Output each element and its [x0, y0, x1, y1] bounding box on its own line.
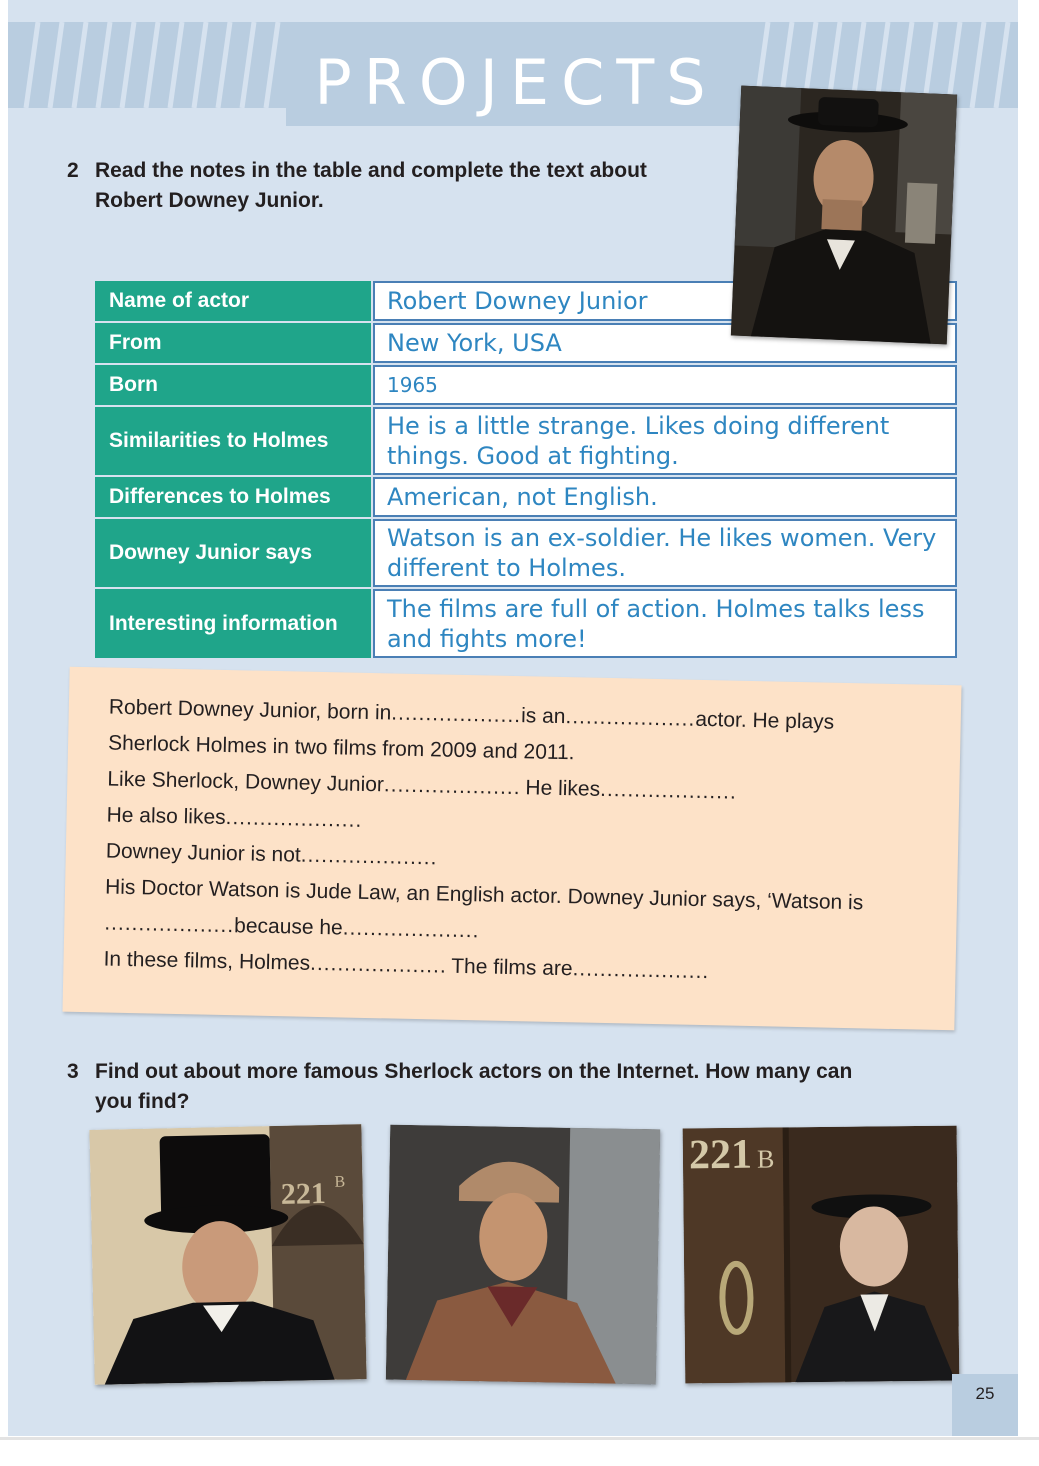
task-2-text-line2: Robert Downey Junior.	[95, 189, 324, 212]
text-fragment: .	[472, 919, 479, 943]
banner-title: PROJECTS	[286, 40, 746, 126]
text-fragment: .	[355, 808, 362, 832]
sign-221-text: 221	[280, 1176, 327, 1211]
sign-221b-text: 221	[688, 1131, 753, 1179]
text-fragment: because he	[233, 914, 343, 940]
text-fragment: is an	[520, 704, 566, 729]
table-row	[95, 407, 957, 475]
table-row	[95, 519, 957, 587]
blank-7[interactable]: ...................	[104, 911, 235, 938]
gap-fill-text-box	[62, 667, 961, 1031]
task-2-text-line1: Read the notes in the table and complete the text about	[95, 159, 647, 182]
blank-4[interactable]: ...................	[599, 777, 731, 804]
table-row	[95, 589, 957, 658]
sherlock-actor-photo-3	[683, 1126, 960, 1384]
task-3-number: 3	[67, 1060, 79, 1083]
row-value: 1965	[373, 365, 957, 405]
row-label: Born	[95, 365, 371, 405]
blank-9[interactable]: ...................	[309, 951, 441, 978]
task-3-instruction	[67, 1057, 927, 1117]
row-value: He is a little strange. Likes doing different things. Good at fighting.	[373, 407, 957, 475]
page	[8, 0, 1018, 1436]
text-fragment: .	[430, 846, 437, 870]
text-fragment: Like Sherlock, Downey Junior	[107, 767, 385, 797]
sherlock-actor-photo-2	[386, 1125, 660, 1385]
text-line-3	[107, 768, 736, 805]
row-label: Similarities to Holmes	[95, 407, 371, 475]
blank-5[interactable]: ...................	[225, 805, 356, 832]
text-fragment: Downey Junior is not	[105, 839, 301, 867]
text-fragment: .	[729, 780, 737, 804]
row-value: The films are full of action. Holmes talks less and fights more!	[373, 589, 957, 658]
table-row	[95, 365, 957, 405]
text-fragment: He also likes	[106, 803, 226, 829]
sign-b-text: B	[756, 1144, 775, 1174]
text-line-7	[104, 911, 479, 943]
row-label: Differences to Holmes	[95, 477, 371, 517]
blank-10[interactable]: ...................	[572, 957, 703, 984]
row-label: Name of actor	[95, 281, 371, 321]
page-bottom-edge	[0, 1437, 1039, 1440]
sherlock-actor-photo-1	[89, 1124, 366, 1385]
row-value: New York, USA	[373, 323, 957, 363]
text-line-1	[109, 696, 835, 735]
task-3-text-line2: you find?	[95, 1090, 190, 1113]
row-value: American, not English.	[373, 477, 957, 517]
task-2-instruction	[67, 156, 707, 216]
row-label: Interesting information	[95, 589, 371, 658]
text-fragment: . The films are	[439, 954, 573, 981]
text-line-4	[106, 804, 361, 833]
blank-1[interactable]: ...................	[391, 701, 522, 728]
text-line-6: His Doctor Watson is Jude Law, an English actor. Downey Junior says, ‘Watson is	[104, 875, 864, 915]
text-fragment: actor. He plays	[695, 707, 835, 734]
blank-6[interactable]: ...................	[300, 843, 431, 870]
row-label: From	[95, 323, 371, 363]
blank-3[interactable]: ...................	[383, 773, 515, 800]
text-line-8	[103, 947, 708, 984]
text-line-5	[106, 839, 437, 870]
robert-downey-junior-photo	[731, 86, 957, 345]
row-value: Watson is an ex-soldier. He likes women. Very different to Holmes.	[373, 519, 957, 587]
blank-2[interactable]: ...................	[565, 705, 696, 731]
task-2-number: 2	[67, 159, 79, 182]
sign-b-text: B	[334, 1173, 346, 1191]
task-3-text-line1: Find out about more famous Sherlock actors on the Internet. How many can	[95, 1060, 853, 1083]
row-value: Robert Downey Junior	[373, 281, 957, 321]
blank-8[interactable]: ...................	[342, 916, 473, 943]
row-label: Downey Junior says	[95, 519, 371, 587]
table-row	[95, 477, 957, 517]
text-fragment: In these films, Holmes	[103, 947, 311, 975]
page-number: 25	[952, 1374, 1018, 1436]
text-fragment: Robert Downey Junior, born in	[108, 695, 392, 725]
text-line-2: Sherlock Holmes in two films from 2009 and 2011.	[107, 731, 575, 765]
text-fragment: . He likes	[513, 776, 601, 801]
text-fragment: .	[702, 960, 709, 984]
